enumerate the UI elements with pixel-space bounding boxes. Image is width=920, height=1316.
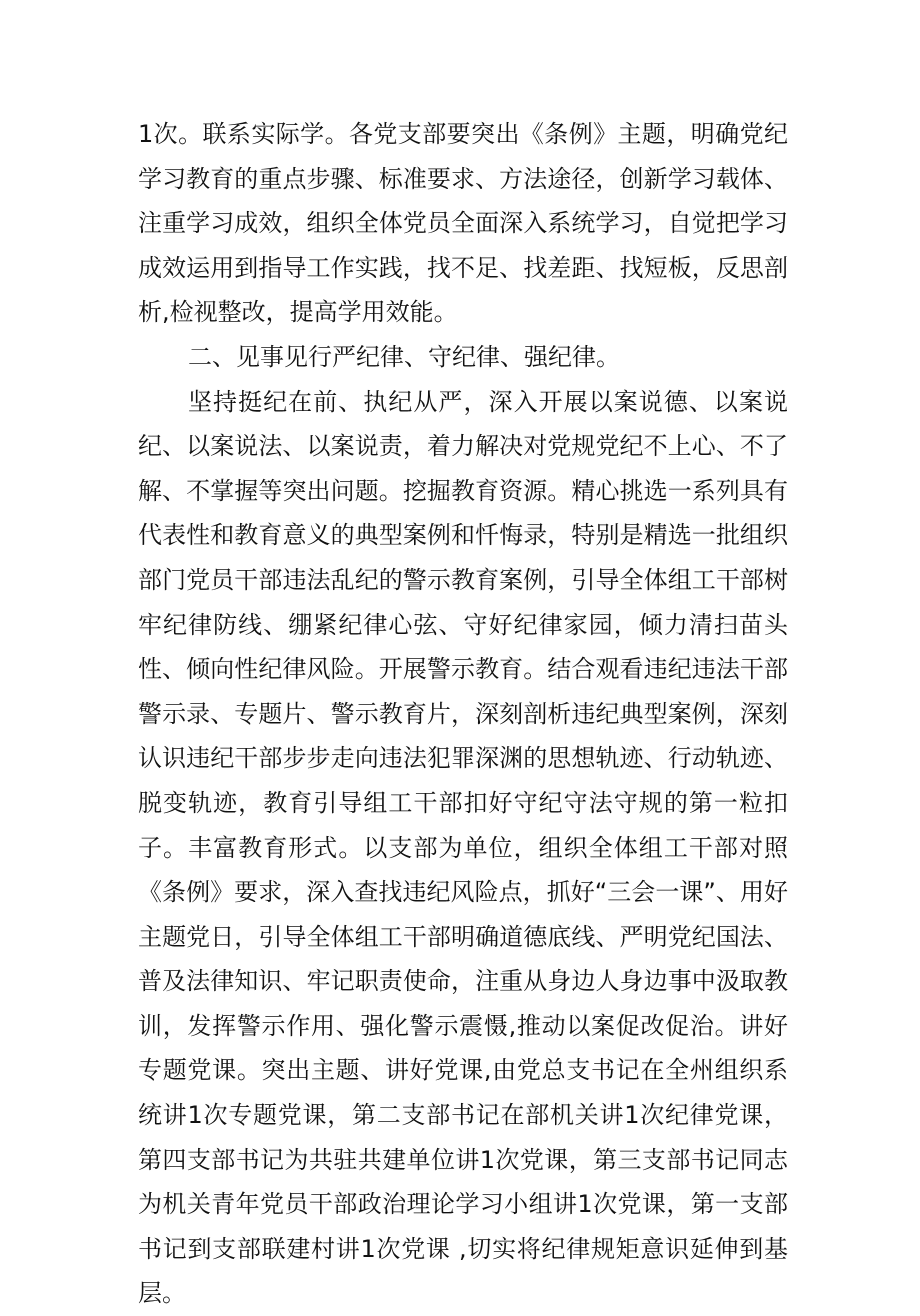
paragraph-body: 坚持挺纪在前、执纪从严，深入开展以案说德、以案说纪、以案说法、以案说责，着力解决对党规党纪不上心、不了解、不掌握等突出问题。挖掘教育资源。精心挑选一系列具有代表性和教育意义的典型案例和忏悔录，特别是精选一批组织部门党员干部违法乱纪的警示教育案例，引导全体组工干部树牢纪律防线、绷紧纪律心弦、守好纪律家园，倾力清扫苗头性、倾向性纪律风险。开展警示教育。结合观看违纪违法干部警示录、专题片、警示教育片，深刻剖析违纪典型案例，深刻认识违纪干部步步走向违法犯罪深渊的思想轨迹、行动轨迹、脱变轨迹，教育引导组工干部扣好守纪守法守规的第一粒扣子。丰富教育形式。以支部为单位，组织全体组工干部对照《条例》要求，深入查找违纪风险点，抓好“三会一课”、用好主题党日，引导全体组工干部明确道德底线、严明党纪国法、普及法律知识、牢记职责使命，注重从身边人身边事中汲取教训，发挥警示作用、强化警示震慑,推动以案促改促治。讲好专题党课。突出主题、讲好党课,由党总支书记在全州组织系统讲1次专题党课，第二支部书记在部机关讲1次纪律党课，第四支部书记为共驻共建单位讲1次党课，第三支部书记同志为机关青年党员干部政治理论学习小组讲1次党课，第一支部书记到支部联建村讲1次党课 ,切实将纪律规矩意识延伸到基层。 [138,387,788,1308]
paragraph-continuation: 1次。联系实际学。各党支部要突出《条例》主题，明确党纪学习教育的重点步骤、标准要求、方法途径，创新学习载体、注重学习成效，组织全体党员全面深入系统学习，自觉把学习成效运用到指导工作实践，找不足、找差距、找短板，反思剖析,检视整改，提高学用效能。 [138,120,788,327]
section-heading: 二、见事见行严纪律、守纪律、强纪律。 [188,342,620,371]
document-page [138,112,788,1316]
